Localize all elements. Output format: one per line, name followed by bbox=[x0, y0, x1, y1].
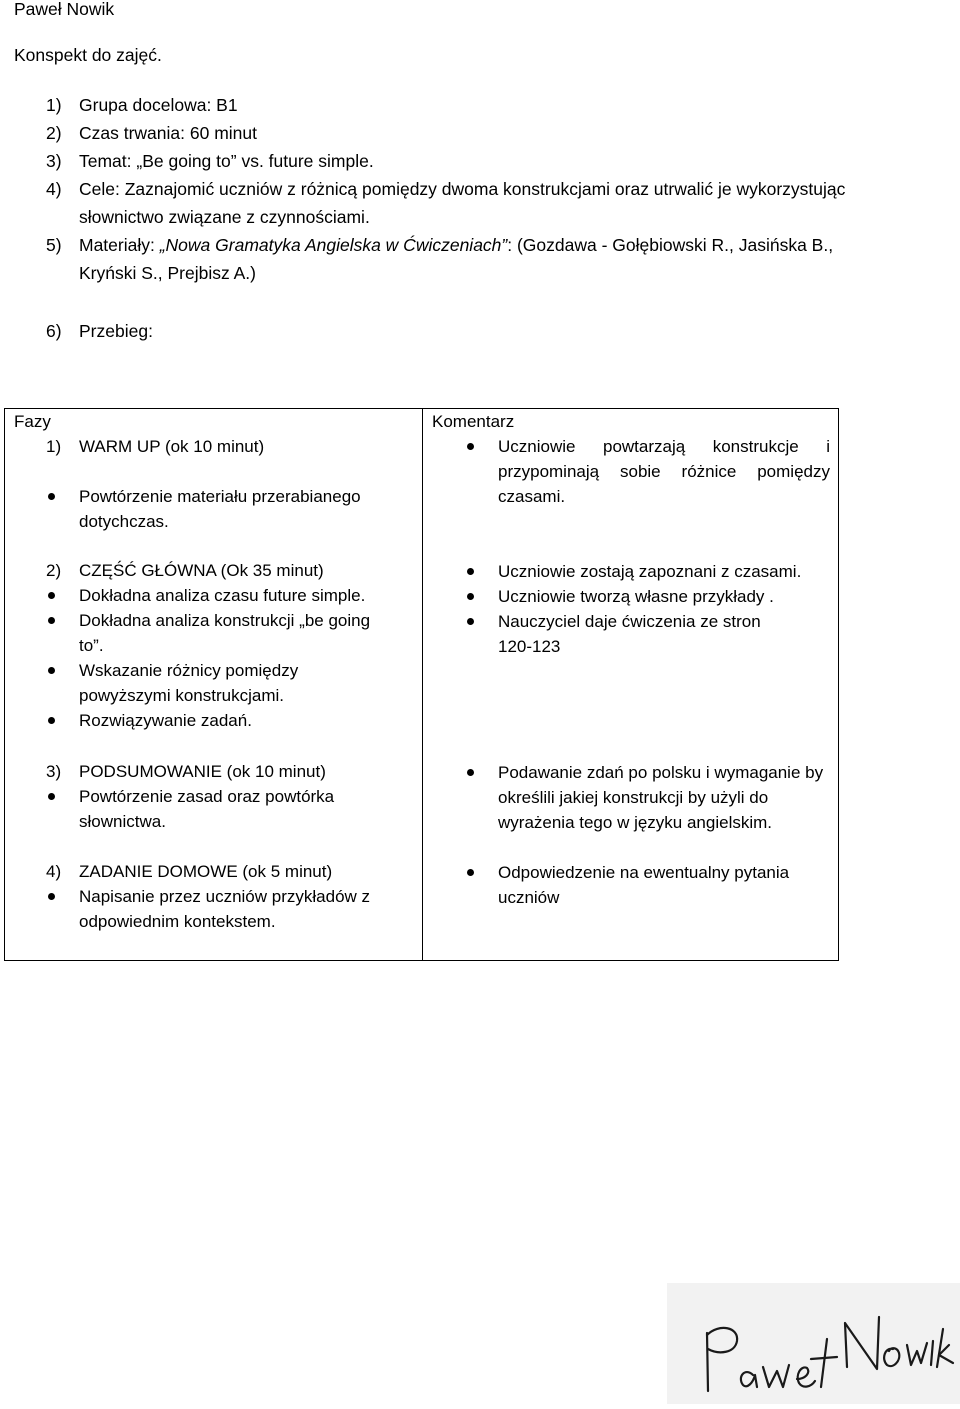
table-border bbox=[4, 408, 5, 961]
comment-items bbox=[465, 860, 830, 910]
list-item: Uczniowie zostają zapoznani z czasami. bbox=[465, 559, 830, 584]
table-border bbox=[838, 408, 839, 961]
table-row bbox=[46, 558, 391, 733]
phase-items bbox=[46, 784, 391, 834]
lesson-plan-table bbox=[4, 408, 839, 961]
list-item: Rozwiązywanie zadań. bbox=[46, 708, 391, 733]
list-item: Powtórzenie materiału przerabianego dotychczas. bbox=[46, 484, 391, 534]
list-item: Dokładna analiza konstrukcji „be going to”. bbox=[46, 608, 391, 658]
list-item: Uczniowie tworzą własne przykłady . bbox=[465, 584, 830, 609]
comment-items bbox=[465, 559, 830, 659]
info-item-materials: 5) Materiały: „Nowa Gramatyka Angielska w Ćwiczeniach”: (Gozdawa - Gołębiowski R., Jasińska B., Kryński S., Prejbisz A.) bbox=[46, 235, 834, 283]
list-item: Dokładna analiza czasu future simple. bbox=[46, 583, 391, 608]
author-name: Paweł Nowik bbox=[14, 0, 115, 19]
phase-title: 3) PODSUMOWANIE (ok 10 minut) bbox=[46, 762, 326, 781]
phase-title: 1) WARM UP (ok 10 minut) bbox=[46, 437, 265, 456]
info-item: 2) Czas trwania: 60 minut bbox=[46, 123, 257, 143]
info-item: 4) Cele: Zaznajomić uczniów z różnicą pomiędzy dwoma konstrukcjami oraz utrwalić je wykorzystując słownictwo związane z czynnościami. bbox=[46, 179, 846, 227]
header-comments: Komentarz bbox=[432, 412, 515, 431]
comment-cell bbox=[465, 860, 830, 910]
table-border bbox=[4, 960, 839, 961]
list-item: Wskazanie różnicy pomiędzy powyższymi konstrukcjami. bbox=[46, 658, 391, 708]
table-row bbox=[46, 859, 391, 934]
phase-items bbox=[46, 884, 391, 934]
document-title: Konspekt do zajęć. bbox=[14, 45, 162, 65]
list-item: Powtórzenie zasad oraz powtórka słownictwa. bbox=[46, 784, 391, 834]
table-border bbox=[422, 408, 423, 961]
info-item: 1) Grupa docelowa: B1 bbox=[46, 95, 238, 115]
comment-items bbox=[465, 434, 830, 509]
list-item: Podawanie zdań po polsku i wymaganie by określili jakiej konstrukcji by użyli do wyrażenia tego w języku angielskim. bbox=[465, 760, 830, 835]
signature-drawing bbox=[667, 1283, 960, 1404]
phase-title: 2) CZĘŚĆ GŁÓWNA (Ok 35 minut) bbox=[46, 561, 324, 580]
list-item: Odpowiedzenie na ewentualny pytania uczniów bbox=[465, 860, 830, 910]
table-row bbox=[46, 759, 391, 834]
phase-items bbox=[46, 484, 391, 534]
info-list bbox=[46, 91, 846, 345]
list-item: Napisanie przez uczniów przykładów z odpowiednim kontekstem. bbox=[46, 884, 391, 934]
list-item: Nauczyciel daje ćwiczenia ze stron 120-123 bbox=[465, 609, 798, 659]
phase-items bbox=[46, 583, 391, 733]
table-row bbox=[46, 434, 391, 534]
handwritten-signature bbox=[667, 1283, 960, 1404]
comment-cell bbox=[465, 434, 830, 509]
header-phases: Fazy bbox=[14, 412, 51, 431]
table-border bbox=[4, 408, 839, 409]
list-item: Uczniowie powtarzają konstrukcje i przypominają sobie różnice pomiędzy czasami. bbox=[465, 434, 830, 509]
info-item: 6) Przebieg: bbox=[46, 321, 153, 341]
comment-items bbox=[465, 760, 830, 835]
comment-cell bbox=[465, 559, 830, 659]
info-item: 3) Temat: „Be going to” vs. future simple. bbox=[46, 151, 374, 171]
book-title: „Nowa Gramatyka Angielska w Ćwiczeniach” bbox=[159, 235, 508, 255]
phase-title: 4) ZADANIE DOMOWE (ok 5 minut) bbox=[46, 862, 333, 881]
comment-cell bbox=[465, 760, 830, 835]
